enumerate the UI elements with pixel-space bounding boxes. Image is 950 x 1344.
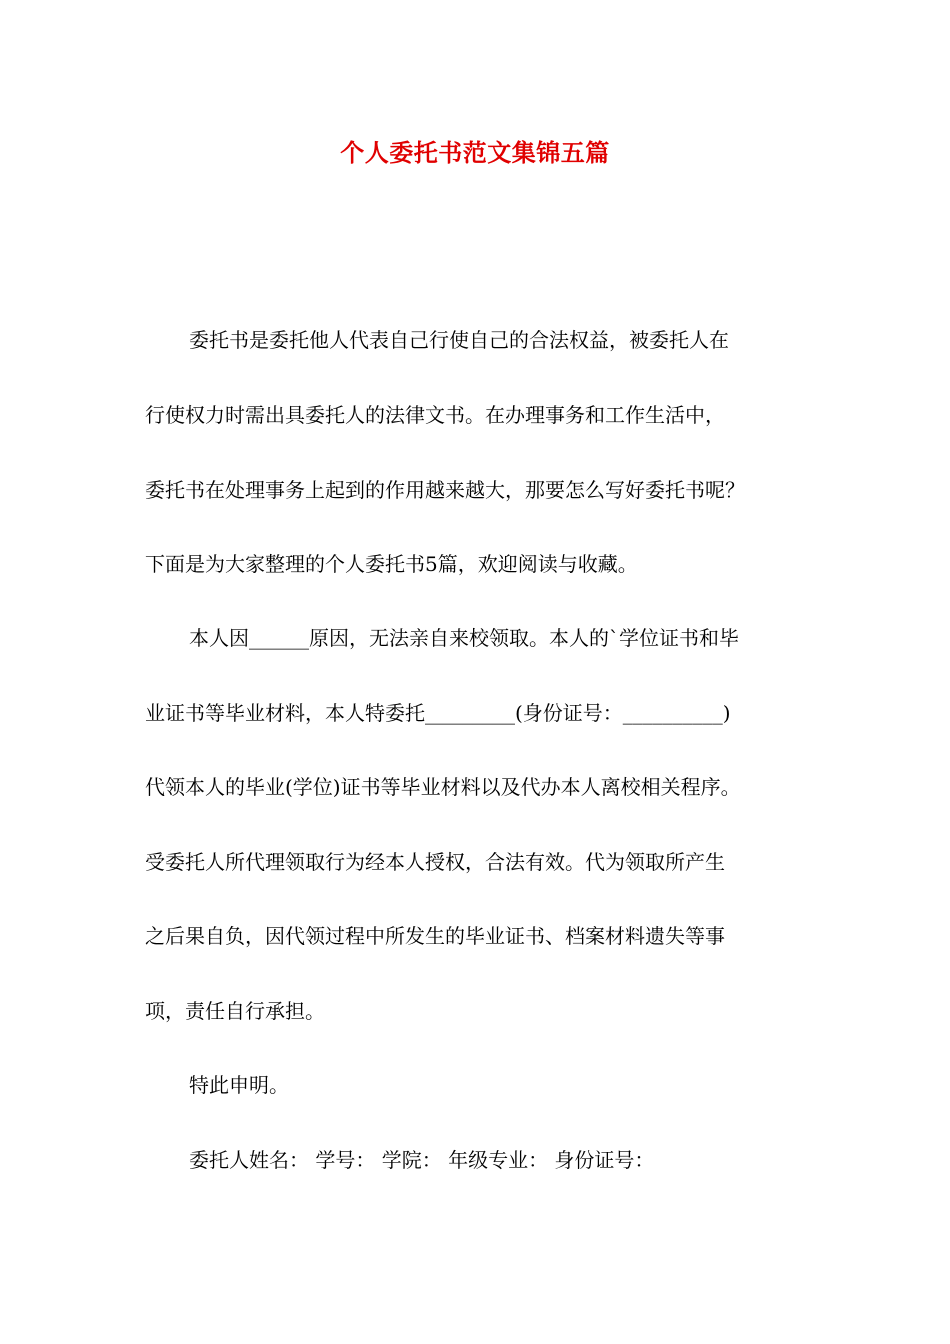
paragraph-line: 项，责任自行承担。 [145,999,325,1023]
declaration-line: 特此申明。 [189,1073,289,1097]
signature-fields-line: 委托人姓名： 学号： 学院： 年级专业： 身份证号： [189,1148,655,1172]
paragraph-line: 业证书等毕业材料，本人特委托_________(身份证号：__________) [145,701,731,725]
paragraph-line: 代领本人的毕业(学位)证书等毕业材料以及代办本人离校相关程序。 [145,775,741,799]
paragraph-line: 行使权力时需出具委托人的法律文书。在办理事务和工作生活中， [145,403,725,427]
paragraph-line: 本人因______原因，无法亲自来校领取。本人的`学位证书和毕 [189,626,739,650]
paragraph-line: 之后果自负，因代领过程中所发生的毕业证书、档案材料遗失等事 [145,924,725,948]
paragraph-line: 下面是为大家整理的个人委托书5篇，欢迎阅读与收藏。 [145,552,638,576]
document-title: 个人委托书范文集锦五篇 [340,138,610,167]
paragraph-line: 委托书在处理事务上起到的作用越来越大，那要怎么写好委托书呢？ [145,478,745,502]
paragraph-line: 委托书是委托他人代表自己行使自己的合法权益，被委托人在 [189,328,729,352]
paragraph-line: 受委托人所代理领取行为经本人授权，合法有效。代为领取所产生 [145,850,725,874]
